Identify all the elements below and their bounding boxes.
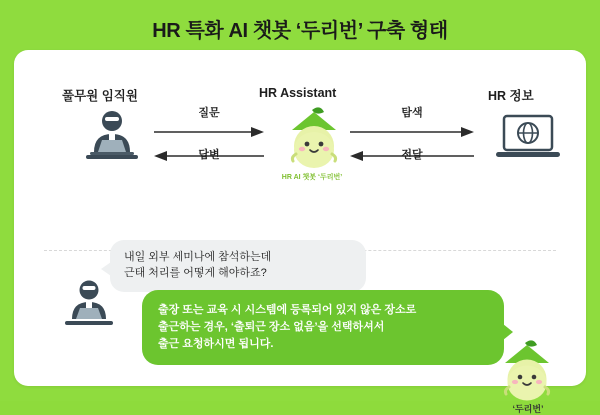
- arrow-label-answer: 답변: [198, 149, 220, 161]
- assistant-sublabel: HR AI 챗봇 ‘두리번’: [281, 174, 343, 181]
- page-title: HR 특화 AI 챗봇 ‘두리번’ 구축 형태: [152, 20, 448, 42]
- arrow-label-question: 질문: [198, 107, 220, 119]
- node-label-employee: 풀무원 임직원: [62, 89, 138, 103]
- laptop-globe-icon: [492, 112, 564, 170]
- bot-message-line-2: 출근하는 경우, ‘출퇴근 장소 없음’을 선택하셔서: [158, 321, 385, 334]
- bot-message-bubble: [142, 290, 504, 365]
- user-message-line-2: 근태 처리를 어떻게 해야하죠?: [124, 266, 267, 279]
- person-with-laptop-icon: [76, 108, 148, 170]
- user-message-bubble: [110, 240, 366, 292]
- bot-message-line-3: 출근 요청하시면 됩니다.: [158, 338, 274, 351]
- content-card: [14, 50, 586, 414]
- user-message-line-1: 내일 외부 세미나에 참석하는데: [124, 251, 272, 263]
- bot-caption: ‘두리번’: [512, 404, 544, 414]
- arrow-label-deliver: 전달: [401, 149, 423, 161]
- conversation-bot-icon: [496, 338, 558, 402]
- node-label-info: HR 정보: [488, 89, 534, 103]
- bot-message-line-1: 출장 또는 교육 시 시스템에 등록되어 있지 않은 장소로: [158, 304, 417, 316]
- duribun-character-icon: [282, 104, 346, 170]
- node-label-assistant: HR Assistant: [259, 86, 337, 100]
- arrow-label-search: 탐색: [401, 107, 423, 119]
